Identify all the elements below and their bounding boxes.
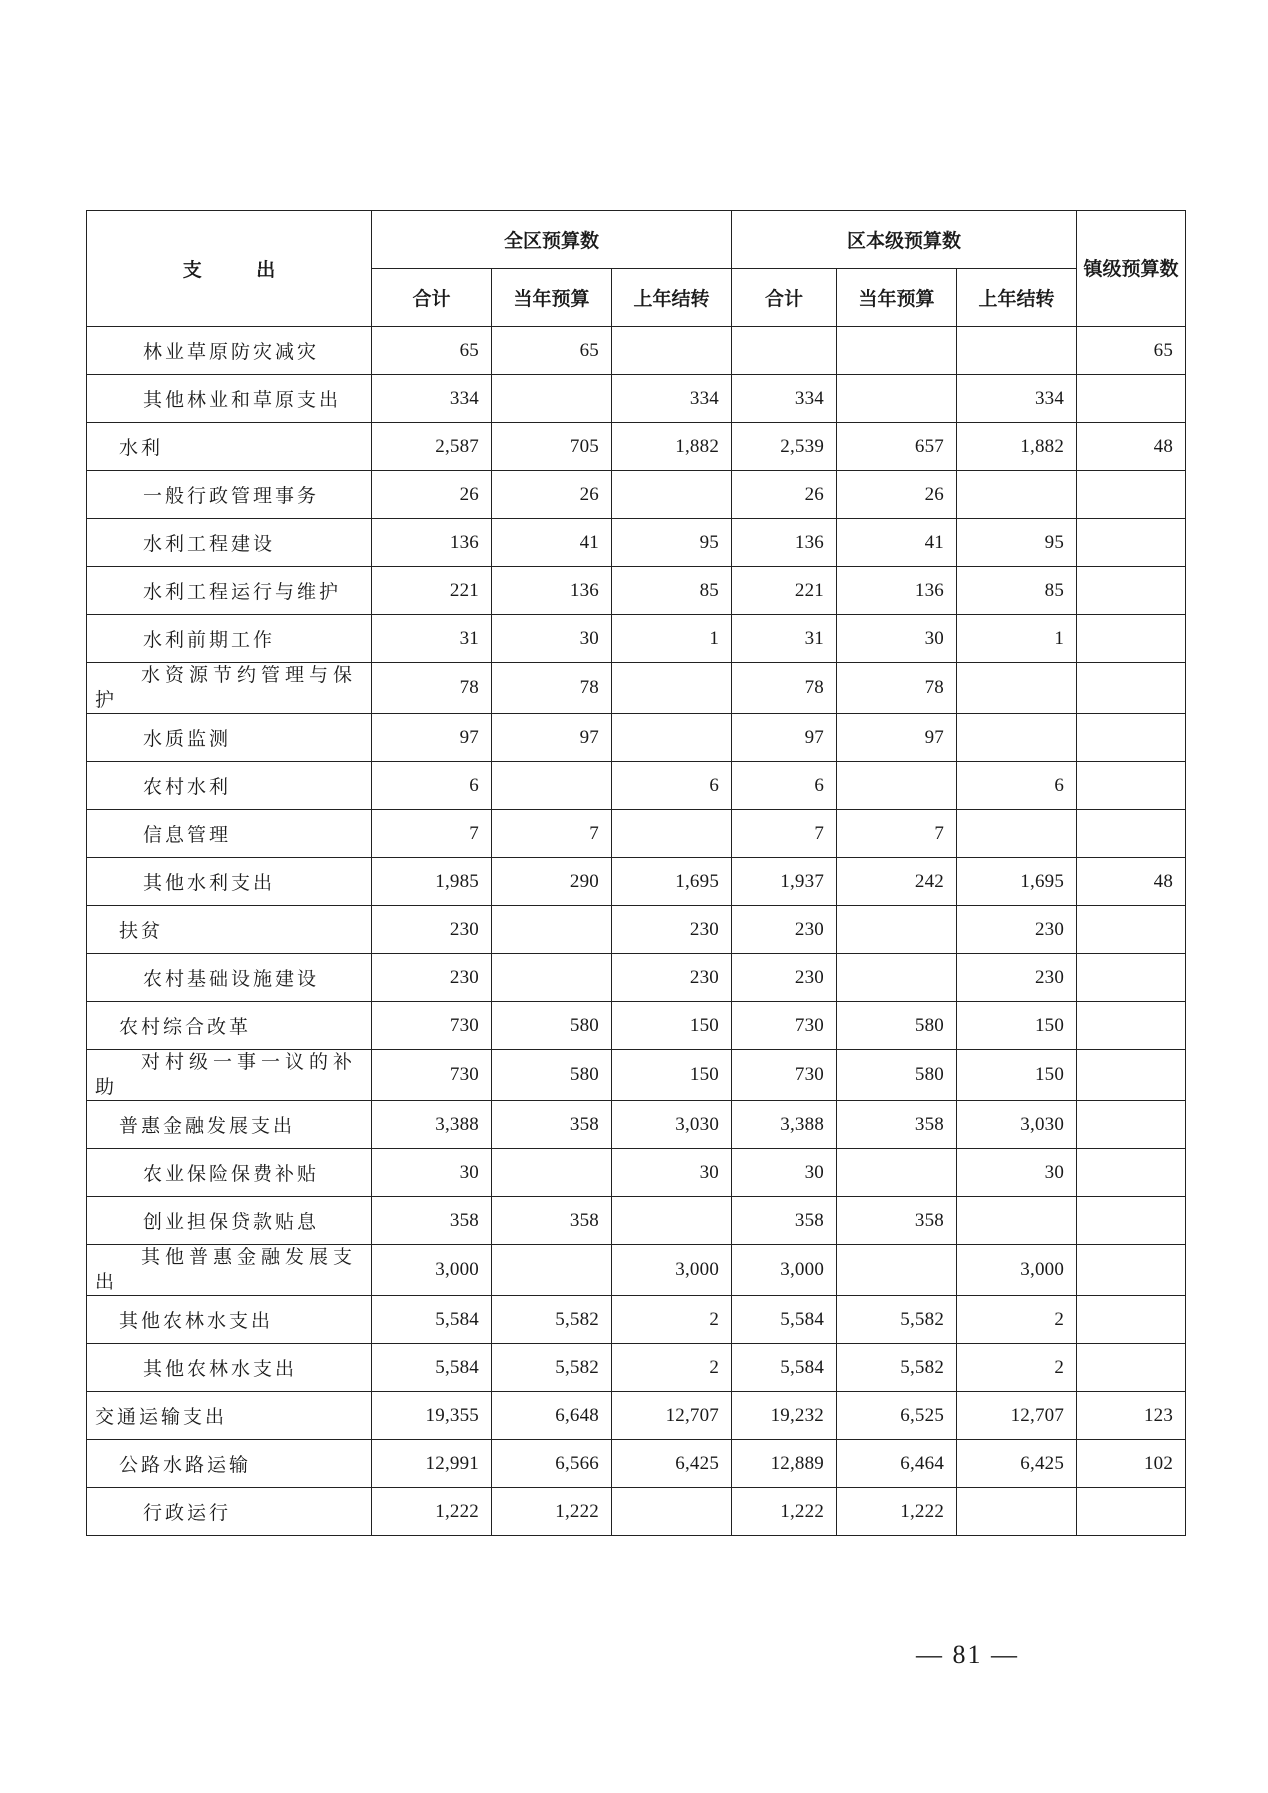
cell-c2: 290 [492, 858, 612, 906]
cell-c5: 5,582 [837, 1296, 957, 1344]
cell-c5: 78 [837, 663, 957, 714]
cell-c7 [1077, 471, 1186, 519]
cell-c6: 230 [957, 954, 1077, 1002]
cell-c5: 136 [837, 567, 957, 615]
row-label: 对村级一事一议的补助 [87, 1050, 372, 1101]
cell-c4: 78 [732, 663, 837, 714]
cell-c7 [1077, 1050, 1186, 1101]
cell-c5 [837, 1149, 957, 1197]
cell-c1: 3,388 [372, 1101, 492, 1149]
cell-c2: 136 [492, 567, 612, 615]
row-label: 林业草原防灾减灾 [87, 327, 372, 375]
cell-c3: 6 [612, 762, 732, 810]
cell-c3: 1,882 [612, 423, 732, 471]
cell-c4: 3,000 [732, 1245, 837, 1296]
cell-c2: 580 [492, 1002, 612, 1050]
row-label: 其他林业和草原支出 [87, 375, 372, 423]
table-row [87, 567, 1186, 615]
cell-c4: 730 [732, 1050, 837, 1101]
cell-c7 [1077, 762, 1186, 810]
cell-c6 [957, 1488, 1077, 1536]
cell-c7 [1077, 1245, 1186, 1296]
cell-c4: 1,937 [732, 858, 837, 906]
cell-c4 [732, 327, 837, 375]
cell-c2: 5,582 [492, 1296, 612, 1344]
cell-c6 [957, 1197, 1077, 1245]
row-label: 一般行政管理事务 [87, 471, 372, 519]
cell-c3: 6,425 [612, 1440, 732, 1488]
cell-c2: 358 [492, 1197, 612, 1245]
table-row [87, 1101, 1186, 1149]
cell-c6: 2 [957, 1296, 1077, 1344]
table-row [87, 762, 1186, 810]
cell-c7 [1077, 906, 1186, 954]
cell-c6: 3,030 [957, 1101, 1077, 1149]
table-row [87, 1002, 1186, 1050]
cell-c7 [1077, 1296, 1186, 1344]
cell-c4: 31 [732, 615, 837, 663]
cell-c2 [492, 954, 612, 1002]
cell-c5: 26 [837, 471, 957, 519]
table-row [87, 810, 1186, 858]
cell-c5: 657 [837, 423, 957, 471]
cell-c4: 26 [732, 471, 837, 519]
cell-c7 [1077, 1197, 1186, 1245]
header-expenditure: 支 出 [87, 211, 372, 327]
cell-c5: 242 [837, 858, 957, 906]
cell-c1: 230 [372, 954, 492, 1002]
row-label: 其他普惠金融发展支出 [87, 1245, 372, 1296]
cell-c7 [1077, 567, 1186, 615]
cell-c6 [957, 471, 1077, 519]
row-label: 其他水利支出 [87, 858, 372, 906]
header-district-level: 区本级预算数 [732, 211, 1077, 269]
cell-c7 [1077, 663, 1186, 714]
cell-c3 [612, 1197, 732, 1245]
cell-c6 [957, 810, 1077, 858]
cell-c1: 7 [372, 810, 492, 858]
row-label: 农村综合改革 [87, 1002, 372, 1050]
cell-c1: 65 [372, 327, 492, 375]
table-row [87, 1245, 1186, 1296]
cell-c6: 1 [957, 615, 1077, 663]
cell-c6: 150 [957, 1002, 1077, 1050]
cell-c4: 730 [732, 1002, 837, 1050]
cell-c5 [837, 762, 957, 810]
cell-c4: 5,584 [732, 1344, 837, 1392]
cell-c6: 85 [957, 567, 1077, 615]
cell-c6: 3,000 [957, 1245, 1077, 1296]
row-label: 水利 [87, 423, 372, 471]
cell-c3 [612, 471, 732, 519]
cell-c1: 12,991 [372, 1440, 492, 1488]
cell-c7 [1077, 1488, 1186, 1536]
cell-c4: 5,584 [732, 1296, 837, 1344]
cell-c3: 1,695 [612, 858, 732, 906]
cell-c3: 2 [612, 1344, 732, 1392]
cell-c6: 30 [957, 1149, 1077, 1197]
cell-c1: 1,985 [372, 858, 492, 906]
cell-c2: 6,566 [492, 1440, 612, 1488]
cell-c2: 30 [492, 615, 612, 663]
table-row [87, 663, 1186, 714]
cell-c1: 6 [372, 762, 492, 810]
cell-c7 [1077, 615, 1186, 663]
row-label: 水利工程运行与维护 [87, 567, 372, 615]
cell-c4: 97 [732, 714, 837, 762]
cell-c3: 334 [612, 375, 732, 423]
cell-c4: 230 [732, 906, 837, 954]
cell-c2: 65 [492, 327, 612, 375]
cell-c5: 6,525 [837, 1392, 957, 1440]
cell-c4: 334 [732, 375, 837, 423]
cell-c1: 730 [372, 1050, 492, 1101]
cell-c7 [1077, 810, 1186, 858]
cell-c4: 358 [732, 1197, 837, 1245]
cell-c1: 230 [372, 906, 492, 954]
cell-c3 [612, 1488, 732, 1536]
header-district-current: 当年预算 [837, 269, 957, 327]
cell-c6: 230 [957, 906, 1077, 954]
cell-c3 [612, 810, 732, 858]
cell-c7 [1077, 954, 1186, 1002]
cell-c3: 12,707 [612, 1392, 732, 1440]
cell-c4: 6 [732, 762, 837, 810]
cell-c2 [492, 762, 612, 810]
cell-c5: 580 [837, 1002, 957, 1050]
cell-c4: 1,222 [732, 1488, 837, 1536]
row-label: 其他农林水支出 [87, 1344, 372, 1392]
cell-c2 [492, 906, 612, 954]
cell-c2: 5,582 [492, 1344, 612, 1392]
cell-c1: 3,000 [372, 1245, 492, 1296]
header-all-carryover: 上年结转 [612, 269, 732, 327]
cell-c6: 6 [957, 762, 1077, 810]
cell-c6 [957, 327, 1077, 375]
cell-c1: 30 [372, 1149, 492, 1197]
cell-c6: 1,882 [957, 423, 1077, 471]
table-header-row [87, 211, 1186, 269]
cell-c6: 2 [957, 1344, 1077, 1392]
cell-c3 [612, 663, 732, 714]
cell-c7 [1077, 1344, 1186, 1392]
cell-c6: 95 [957, 519, 1077, 567]
cell-c3: 3,030 [612, 1101, 732, 1149]
cell-c2: 7 [492, 810, 612, 858]
row-label: 水资源节约管理与保护 [87, 663, 372, 714]
cell-c5: 6,464 [837, 1440, 957, 1488]
row-label: 水质监测 [87, 714, 372, 762]
header-town-level: 镇级预算数 [1077, 211, 1186, 327]
header-district-total: 合计 [732, 269, 837, 327]
cell-c3: 30 [612, 1149, 732, 1197]
table-row [87, 1344, 1186, 1392]
cell-c6 [957, 714, 1077, 762]
cell-c1: 358 [372, 1197, 492, 1245]
cell-c4: 136 [732, 519, 837, 567]
cell-c5 [837, 906, 957, 954]
cell-c3: 3,000 [612, 1245, 732, 1296]
row-label: 其他农林水支出 [87, 1296, 372, 1344]
row-label: 公路水路运输 [87, 1440, 372, 1488]
table-row [87, 327, 1186, 375]
cell-c7: 48 [1077, 423, 1186, 471]
cell-c5: 580 [837, 1050, 957, 1101]
cell-c3 [612, 714, 732, 762]
row-label: 普惠金融发展支出 [87, 1101, 372, 1149]
table-row [87, 519, 1186, 567]
cell-c5: 30 [837, 615, 957, 663]
table-row [87, 1440, 1186, 1488]
table-row [87, 1197, 1186, 1245]
cell-c1: 26 [372, 471, 492, 519]
cell-c2 [492, 375, 612, 423]
row-label: 交通运输支出 [87, 1392, 372, 1440]
cell-c4: 12,889 [732, 1440, 837, 1488]
cell-c1: 5,584 [372, 1344, 492, 1392]
cell-c5: 358 [837, 1101, 957, 1149]
cell-c4: 7 [732, 810, 837, 858]
cell-c1: 78 [372, 663, 492, 714]
cell-c1: 97 [372, 714, 492, 762]
table-row [87, 423, 1186, 471]
cell-c2: 78 [492, 663, 612, 714]
cell-c4: 230 [732, 954, 837, 1002]
table-row [87, 1488, 1186, 1536]
header-district-carryover: 上年结转 [957, 269, 1077, 327]
header-all-district: 全区预算数 [372, 211, 732, 269]
cell-c7 [1077, 1101, 1186, 1149]
cell-c4: 2,539 [732, 423, 837, 471]
row-label: 扶贫 [87, 906, 372, 954]
cell-c1: 19,355 [372, 1392, 492, 1440]
cell-c2 [492, 1149, 612, 1197]
cell-c5: 358 [837, 1197, 957, 1245]
table-row [87, 1392, 1186, 1440]
table-row [87, 1149, 1186, 1197]
page-number: — 81 — [916, 1640, 1019, 1669]
row-label: 农业保险保费补贴 [87, 1149, 372, 1197]
cell-c6 [957, 663, 1077, 714]
row-label: 农村基础设施建设 [87, 954, 372, 1002]
cell-c5 [837, 954, 957, 1002]
cell-c3: 95 [612, 519, 732, 567]
row-label: 创业担保贷款贴息 [87, 1197, 372, 1245]
cell-c1: 2,587 [372, 423, 492, 471]
cell-c6: 1,695 [957, 858, 1077, 906]
table-row [87, 471, 1186, 519]
cell-c1: 1,222 [372, 1488, 492, 1536]
table-row [87, 954, 1186, 1002]
cell-c7 [1077, 1149, 1186, 1197]
cell-c2: 705 [492, 423, 612, 471]
cell-c6: 334 [957, 375, 1077, 423]
cell-c3: 230 [612, 906, 732, 954]
cell-c5 [837, 1245, 957, 1296]
row-label: 信息管理 [87, 810, 372, 858]
cell-c2: 97 [492, 714, 612, 762]
cell-c3: 150 [612, 1050, 732, 1101]
cell-c4: 30 [732, 1149, 837, 1197]
cell-c4: 221 [732, 567, 837, 615]
cell-c1: 730 [372, 1002, 492, 1050]
cell-c1: 334 [372, 375, 492, 423]
table-body [87, 327, 1186, 1536]
cell-c5 [837, 375, 957, 423]
cell-c4: 19,232 [732, 1392, 837, 1440]
budget-table [86, 210, 1186, 1536]
cell-c1: 31 [372, 615, 492, 663]
cell-c2: 26 [492, 471, 612, 519]
cell-c3: 2 [612, 1296, 732, 1344]
cell-c7 [1077, 519, 1186, 567]
table-row [87, 615, 1186, 663]
cell-c6: 6,425 [957, 1440, 1077, 1488]
row-label: 行政运行 [87, 1488, 372, 1536]
row-label: 农村水利 [87, 762, 372, 810]
cell-c4: 3,388 [732, 1101, 837, 1149]
cell-c1: 136 [372, 519, 492, 567]
cell-c2 [492, 1245, 612, 1296]
table-row [87, 858, 1186, 906]
table-row [87, 906, 1186, 954]
cell-c1: 221 [372, 567, 492, 615]
cell-c7 [1077, 375, 1186, 423]
cell-c3: 230 [612, 954, 732, 1002]
cell-c1: 5,584 [372, 1296, 492, 1344]
table-row [87, 1296, 1186, 1344]
cell-c6: 12,707 [957, 1392, 1077, 1440]
cell-c7 [1077, 714, 1186, 762]
cell-c7: 48 [1077, 858, 1186, 906]
cell-c2: 41 [492, 519, 612, 567]
cell-c5 [837, 327, 957, 375]
cell-c7: 65 [1077, 327, 1186, 375]
cell-c7: 102 [1077, 1440, 1186, 1488]
table-row [87, 375, 1186, 423]
cell-c2: 580 [492, 1050, 612, 1101]
cell-c5: 5,582 [837, 1344, 957, 1392]
cell-c7 [1077, 1002, 1186, 1050]
cell-c3 [612, 327, 732, 375]
cell-c5: 41 [837, 519, 957, 567]
row-label: 水利工程建设 [87, 519, 372, 567]
header-all-current: 当年预算 [492, 269, 612, 327]
table-row [87, 714, 1186, 762]
cell-c5: 1,222 [837, 1488, 957, 1536]
header-all-total: 合计 [372, 269, 492, 327]
cell-c7: 123 [1077, 1392, 1186, 1440]
cell-c6: 150 [957, 1050, 1077, 1101]
row-label: 水利前期工作 [87, 615, 372, 663]
cell-c2: 6,648 [492, 1392, 612, 1440]
cell-c2: 358 [492, 1101, 612, 1149]
table-row [87, 1050, 1186, 1101]
cell-c3: 1 [612, 615, 732, 663]
cell-c3: 85 [612, 567, 732, 615]
cell-c5: 97 [837, 714, 957, 762]
cell-c2: 1,222 [492, 1488, 612, 1536]
cell-c5: 7 [837, 810, 957, 858]
cell-c3: 150 [612, 1002, 732, 1050]
